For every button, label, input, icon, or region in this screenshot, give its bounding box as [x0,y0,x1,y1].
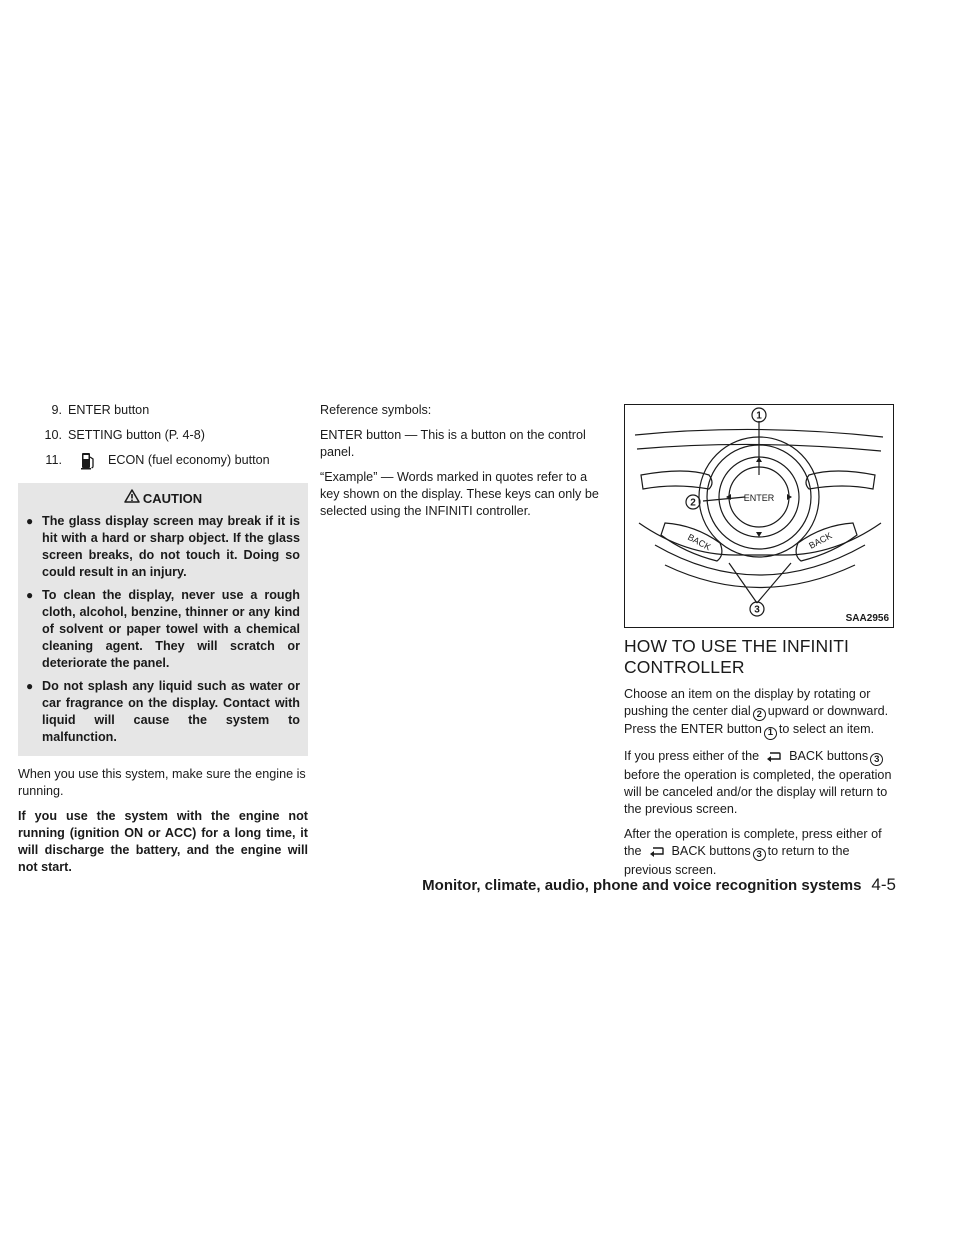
caution-box [18,483,308,756]
text-span: before the operation is completed, the operation will be canceled and/or the display will return to the previous screen. [624,767,892,816]
back-label-left: BACK [686,531,713,553]
page-footer [422,876,896,894]
right-column [624,404,894,887]
callout-2: 2 [690,497,696,509]
text-span: to return to the previous screen. [624,843,850,877]
text-span: Choose an item on the display by rotating or pushing the center dial [624,687,871,718]
controller-figure [624,404,894,628]
list-item [18,402,308,419]
list-text: SETTING button (P. 4-8) [68,428,205,442]
page-number: 4-5 [871,875,896,894]
caution-title: CAUTION [142,490,203,506]
callout-2-icon: 2 [753,708,766,721]
reference-example-def: “Example” — Words marked in quotes refer to a key shown on the display. These keys can only be selected using the INFINITI controller. [320,470,599,518]
text-span: BACK buttons [789,748,869,763]
fuel-pump-icon [68,452,108,475]
text-span: If you press either of the [624,748,760,763]
chapter-title: Monitor, climate, audio, phone and voice recognition systems [422,877,862,894]
back-arrow-icon [759,750,789,767]
list-number: 10. [44,428,62,442]
caution-item [26,513,300,581]
controller-paragraph-3 [624,826,894,879]
bullet-icon: ● [26,588,34,602]
callout-1: 1 [756,410,762,422]
bullet-icon: ● [26,679,34,693]
text-span: After the operation is complete, press either of the [624,826,882,858]
caution-text: To clean the display, never use a rough cloth, alcohol, benzine, thinner or any kind of solvent or paper towel with a chemical cleaning agent. They will scratch or deteriorate the panel. [42,588,300,670]
controller-illustration [625,405,893,627]
reference-title: Reference symbols: [320,403,432,417]
caution-item [26,587,300,672]
callout-1-icon: 1 [764,727,777,740]
list-item [18,452,308,475]
section-title: HOW TO USE THE INFINITI CONTROLLER [624,636,849,677]
bullet-icon: ● [26,514,34,528]
controller-paragraph-2 [624,748,894,818]
text-span: BACK buttons [671,843,751,858]
callout-3-icon: 3 [753,848,766,861]
callout-3: 3 [754,604,760,616]
caution-text: The glass display screen may break if it is hit with a hard or sharp object. If the glass screen breaks, do not touch it. Doing so could result in an injury. [42,514,300,579]
figure-code: SAA2956 [845,613,889,624]
list-text: ENTER button [68,403,150,417]
list-number: 9. [51,403,62,417]
engine-note: When you use this system, make sure the engine is running. [18,767,306,798]
caution-item [26,678,300,746]
warning-icon [124,489,140,507]
caution-header [26,489,300,507]
battery-warning: If you use the system with the engine not running (ignition ON or ACC) for a long time, it will discharge the battery, and the engine will not start. [18,809,308,874]
controller-paragraph-1 [624,686,894,740]
back-arrow-icon [642,845,672,862]
text-span: upward or downward. Press the ENTER button [624,704,889,737]
list-number: 11. [45,453,62,467]
list-item [18,427,308,444]
list-text: ECON (fuel economy) button [108,453,270,467]
back-label-right: BACK [807,530,834,551]
callout-3-icon: 3 [870,753,883,766]
middle-column [320,402,602,528]
text-span: to select an item. [778,722,875,737]
enter-label: ENTER [743,493,775,503]
caution-text: Do not splash any liquid such as water or car fragrance on the display. Contact with liquid will cause the system to malfunction. [42,679,300,744]
reference-enter-def: ENTER button — This is a button on the control panel. [320,428,586,459]
left-column [18,402,308,884]
